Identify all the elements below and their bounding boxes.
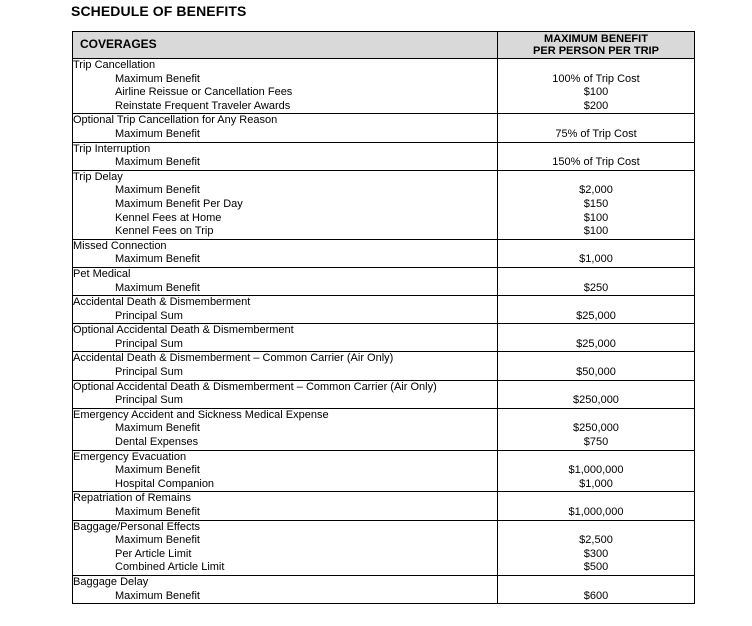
coverage-cell [73,450,498,492]
coverage-item-label: Principal Sum [115,394,183,407]
benefit-spacer [498,171,694,185]
benefit-cell [498,352,695,380]
coverage-cell [73,408,498,450]
table-row [73,239,695,267]
coverage-group-label: Trip Cancellation [73,59,156,71]
benefit-spacer [498,451,694,465]
coverage-item-label: Maximum Benefit Per Day [115,197,243,210]
benefit-cell [498,170,695,239]
benefit-spacer [498,381,694,395]
coverage-item-label: Maximum Benefit [115,534,200,547]
table-row [73,324,695,352]
benefit-value: 100% of Trip Cost [552,72,640,85]
benefits-table [72,31,695,604]
coverage-group-label: Missed Connection [73,239,167,252]
coverage-item-label: Maximum Benefit [115,422,200,435]
benefit-spacer [498,352,694,366]
benefit-cell [498,239,695,267]
table-row [73,296,695,324]
benefit-value: $1,000,000 [568,506,624,518]
benefit-spacer [498,409,694,423]
coverage-cell [73,114,498,142]
benefit-value: $2,500 [579,534,613,547]
table-row [73,267,695,295]
coverage-item-label: Maximum Benefit [115,127,200,140]
benefit-cell [498,380,695,408]
table-row [73,380,695,408]
coverage-group-label: Baggage Delay [73,575,149,588]
benefit-value: $200 [583,99,609,112]
benefit-value: $500 [583,561,609,574]
benefit-value: $250,000 [573,394,619,407]
coverage-cell [73,380,498,408]
benefit-cell [498,492,695,520]
max-benefit-header [498,32,695,59]
benefit-spacer [498,521,694,535]
coverage-group-label: Emergency Evacuation [73,450,187,463]
benefit-cell [498,142,695,170]
benefit-cell [498,450,695,492]
benefit-value: $600 [583,589,609,602]
coverage-cell [73,520,498,575]
coverage-item-label: Dental Expenses [115,436,199,449]
benefit-cell [498,575,695,603]
benefit-value: $25,000 [576,337,616,350]
benefit-cell [498,267,695,295]
coverage-group-label: Accidental Death & Dismemberment – Common Carrier (Air Only) [73,352,394,365]
coverage-item-label: Reinstate Frequent Traveler Awards [115,99,291,112]
coverage-item-label: Principal Sum [115,309,183,322]
coverage-cell [73,59,498,114]
coverage-item-label: Maximum Benefit [115,589,200,602]
max-benefit-header-line1: MAXIMUM BENEFIT [544,33,648,45]
coverage-group-label: Trip Delay [73,170,123,183]
table-row [73,575,695,603]
table-row [73,170,695,239]
benefit-spacer [498,296,694,310]
benefit-spacer [498,268,694,282]
coverage-cell [73,324,498,352]
table-row [73,492,695,520]
benefit-cell [498,59,695,114]
benefit-spacer [498,492,694,506]
coverage-item-label: Maximum Benefit [115,464,200,477]
table-row [73,59,695,114]
coverage-cell [73,492,498,520]
coverage-item-label: Maximum Benefit [115,281,200,294]
table-row [73,408,695,450]
benefit-cell [498,114,695,142]
coverage-item-label: Maximum Benefit [115,72,200,85]
document-title: SCHEDULE OF BENEFITS [71,3,247,19]
coverage-group-label: Optional Accidental Death & Dismemberment [73,324,294,337]
coverage-item-label: Maximum Benefit [115,156,200,169]
coverage-item-label: Per Article Limit [115,547,192,560]
benefit-cell [498,324,695,352]
coverage-item-label: Combined Article Limit [115,561,225,574]
table-row [73,114,695,142]
benefit-value: $100 [583,225,609,238]
benefit-value: $1,000,000 [568,464,624,477]
coverage-cell [73,267,498,295]
benefit-value: $250 [583,281,609,294]
benefit-spacer [498,59,694,73]
coverage-item-label: Maximum Benefit [115,253,200,266]
benefit-spacer [498,324,694,338]
benefit-spacer [498,143,694,157]
benefit-spacer [498,576,694,590]
coverage-group-label: Trip Interruption [73,142,151,155]
benefit-value: $50,000 [576,366,616,379]
coverage-item-label: Airline Reissue or Cancellation Fees [115,86,293,99]
benefit-value: 75% of Trip Cost [555,127,637,140]
benefit-value: $100 [583,86,609,99]
coverage-cell [73,296,498,324]
coverage-group-label: Emergency Accident and Sickness Medical Expense [73,408,329,421]
benefit-value: $1,000 [579,253,613,266]
benefit-value: $150 [583,197,609,210]
benefit-cell [498,408,695,450]
coverage-item-label: Maximum Benefit [115,506,200,518]
coverage-cell [73,142,498,170]
coverage-group-label: Optional Accidental Death & Dismemberment – Common Carrier (Air Only) [73,380,437,393]
coverages-header: COVERAGES [73,32,498,59]
benefit-value: $250,000 [573,422,619,435]
coverage-item-label: Kennel Fees at Home [115,211,222,224]
coverage-group-label: Pet Medical [73,267,131,280]
benefit-spacer [498,114,694,128]
coverage-item-label: Principal Sum [115,337,183,350]
table-row [73,520,695,575]
coverage-item-label: Kennel Fees on Trip [115,225,214,238]
benefit-value: $300 [583,547,609,560]
coverage-cell [73,170,498,239]
benefit-value: $750 [583,436,609,449]
coverage-cell [73,239,498,267]
coverage-cell [73,575,498,603]
benefit-cell [498,520,695,575]
coverage-group-label: Optional Trip Cancellation for Any Reason [73,114,278,127]
coverage-cell [73,352,498,380]
benefit-value: $1,000 [579,477,613,490]
coverage-item-label: Principal Sum [115,366,183,379]
table-row [73,352,695,380]
max-benefit-header-line2: PER PERSON PER TRIP [533,45,659,57]
coverage-group-label: Repatriation of Remains [73,492,192,505]
benefit-cell [498,296,695,324]
coverage-group-label: Baggage/Personal Effects [73,520,200,533]
coverage-group-label: Accidental Death & Dismemberment [73,296,251,309]
benefit-value: $2,000 [579,184,613,197]
coverage-item-label: Hospital Companion [115,477,215,490]
table-row [73,142,695,170]
table-header-row [73,32,695,59]
benefit-value: $100 [583,211,609,224]
benefit-value: 150% of Trip Cost [552,156,640,169]
benefit-spacer [498,240,694,254]
coverage-item-label: Maximum Benefit [115,184,200,197]
benefit-value: $25,000 [576,309,616,322]
table-row [73,450,695,492]
